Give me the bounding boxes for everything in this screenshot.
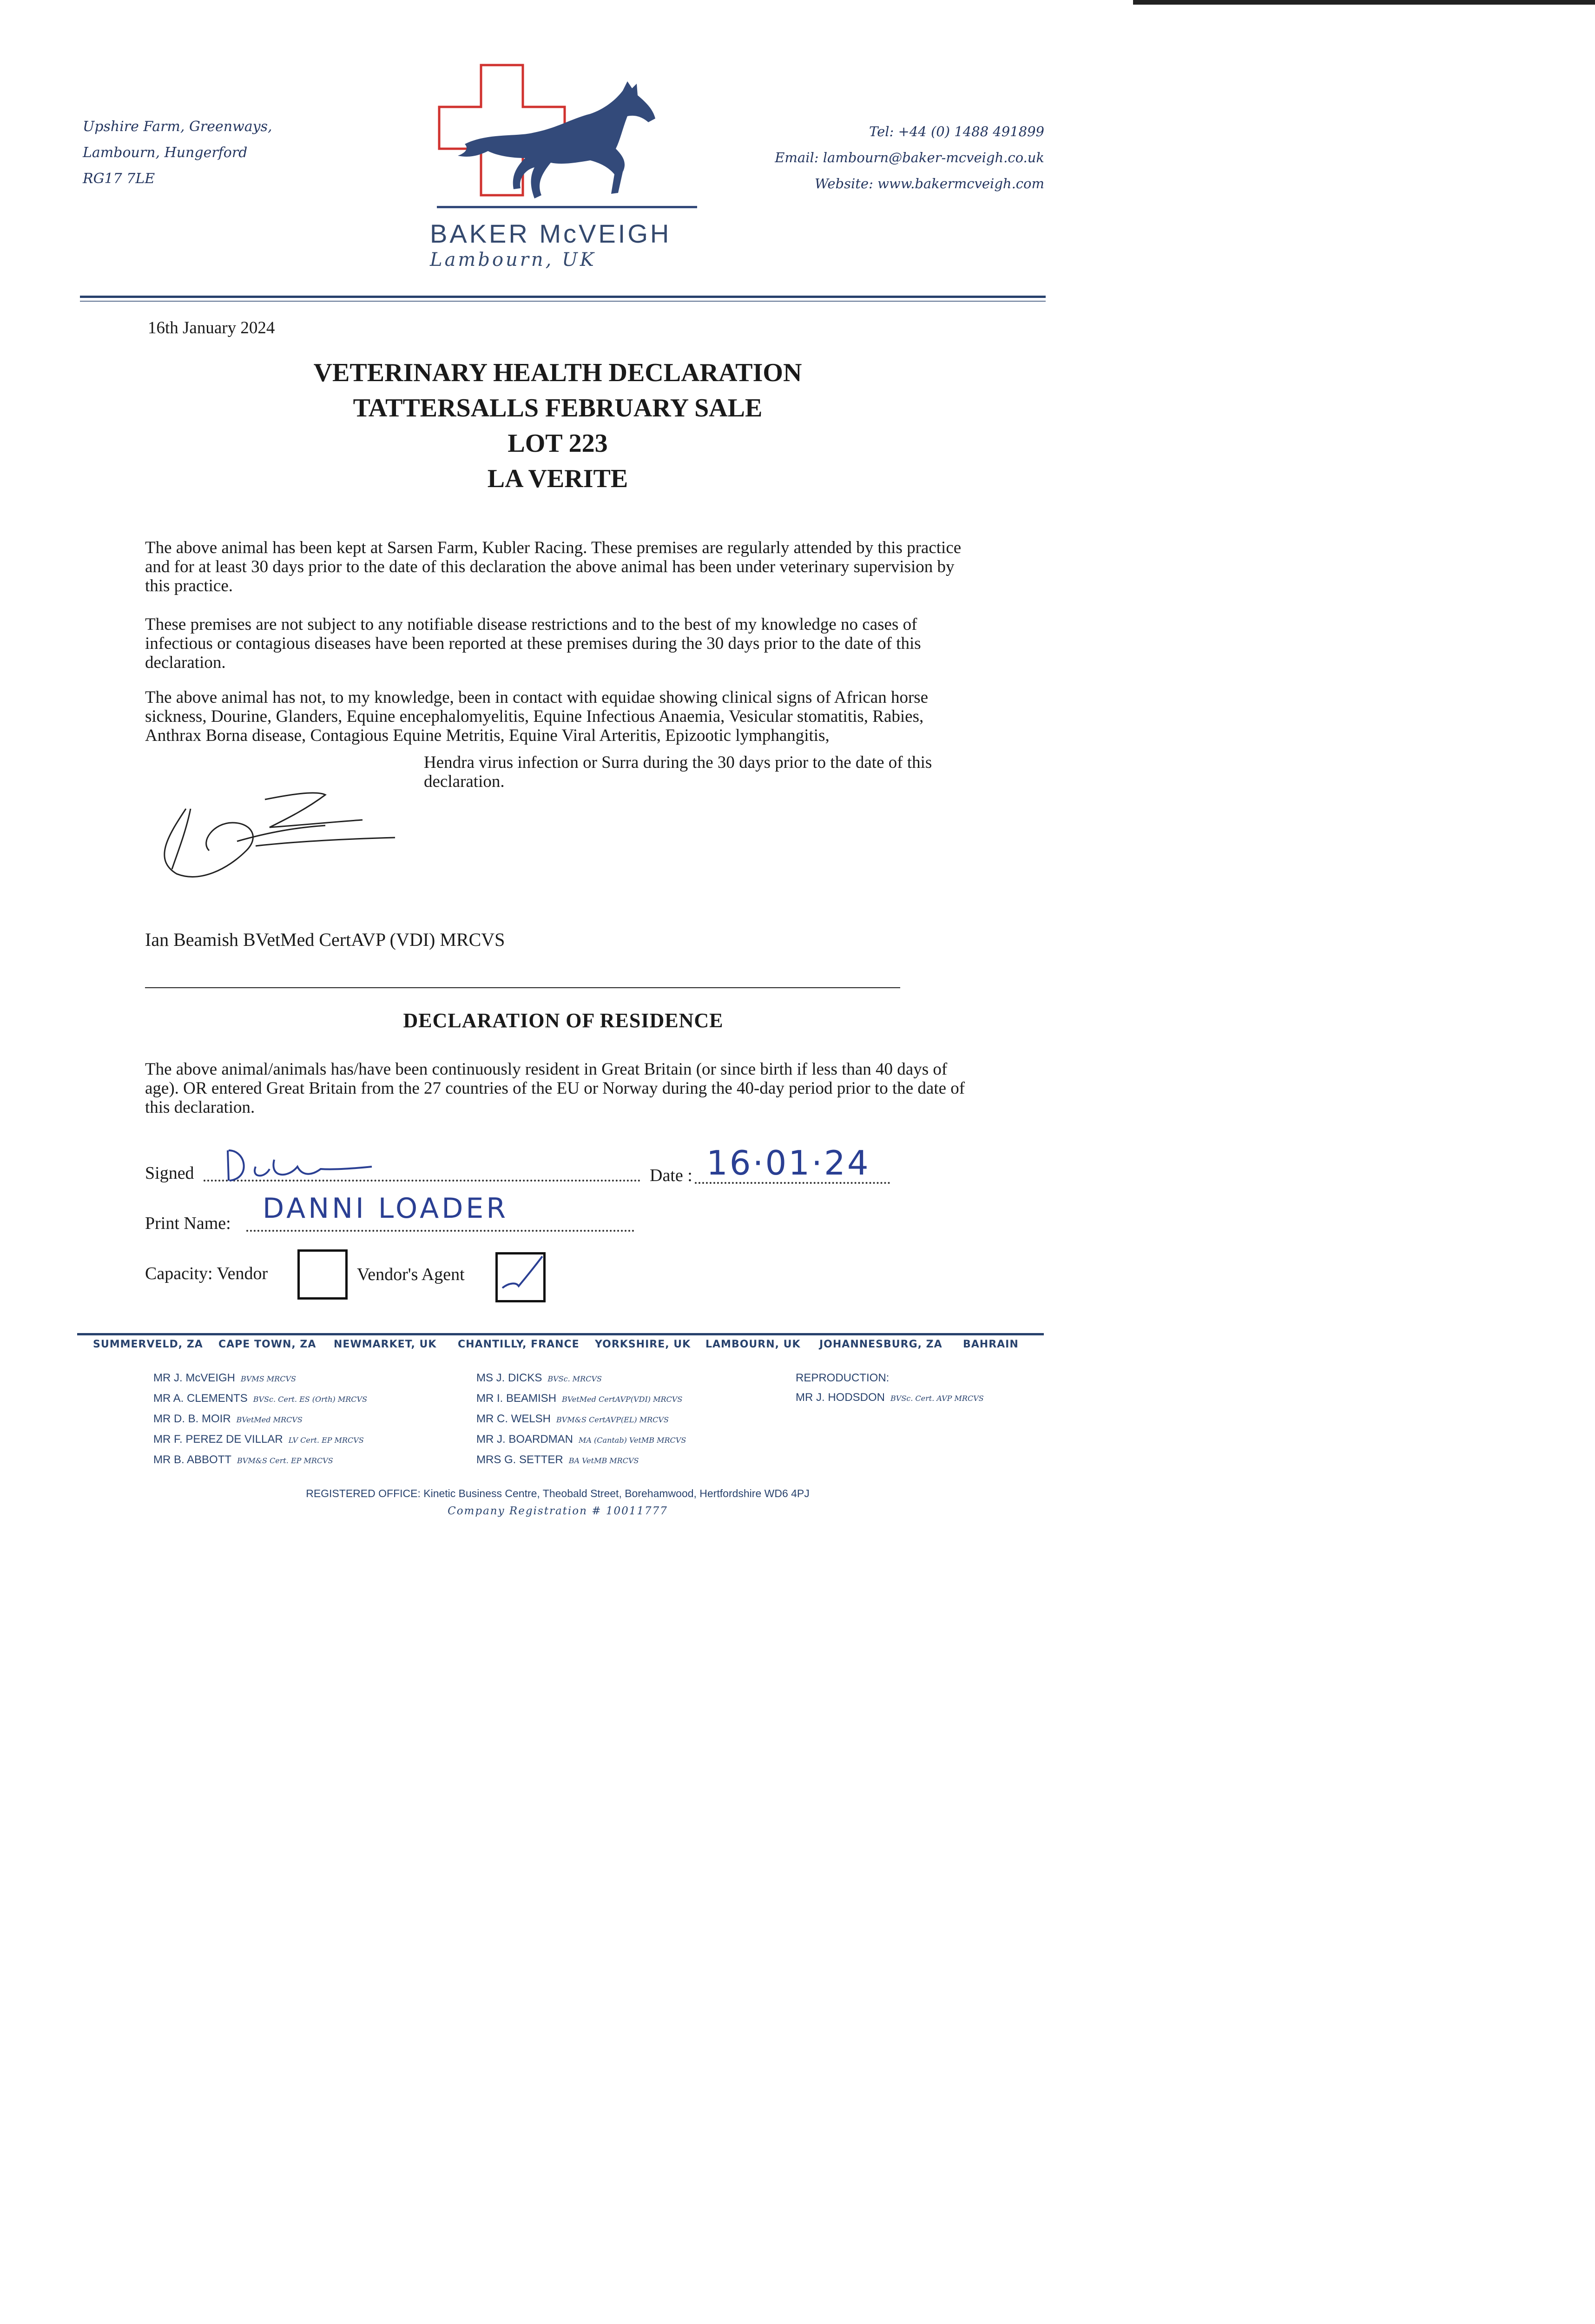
signed-label: Signed bbox=[145, 1163, 194, 1183]
office-location: NEWMARKET, UK bbox=[334, 1339, 437, 1350]
office-location: BAHRAIN bbox=[963, 1339, 1019, 1350]
contact-website: Website: www.bakermcveigh.com bbox=[814, 176, 1044, 191]
print-name-label: Print Name: bbox=[145, 1214, 231, 1233]
residence-title: DECLARATION OF RESIDENCE bbox=[403, 1009, 724, 1032]
vendors-agent-label: Vendor's Agent bbox=[357, 1265, 465, 1284]
contact-block bbox=[775, 119, 1044, 197]
staff-entry: MR J. McVEIGH BVMS MRCVS bbox=[153, 1372, 296, 1384]
date-label: Date : bbox=[650, 1166, 692, 1185]
staff-entry: MR C. WELSH BVM&S CertAVP(EL) MRCVS bbox=[476, 1413, 669, 1425]
vendor-signature bbox=[218, 1141, 376, 1188]
staff-entry: MR J. HODSDON BVSc. Cert. AVP MRCVS bbox=[796, 1391, 984, 1404]
vet-name: Ian Beamish BVetMed CertAVP (VDI) MRCVS bbox=[145, 929, 505, 950]
section-divider bbox=[145, 987, 900, 988]
staff-entry: MR A. CLEMENTS BVSc. Cert. ES (Orth) MRCVS bbox=[153, 1392, 368, 1405]
title-line: TATTERSALLS FEBRUARY SALE bbox=[353, 394, 763, 423]
date-handwritten: 16·01·24 bbox=[706, 1143, 870, 1182]
footer-divider bbox=[77, 1333, 1044, 1335]
office-location: SUMMERVELD, ZA bbox=[93, 1339, 203, 1350]
office-location: LAMBOURN, UK bbox=[705, 1339, 801, 1350]
address-line: Upshire Farm, Greenways, bbox=[83, 119, 272, 135]
staff-entry: MR D. B. MOIR BVetMed MRCVS bbox=[153, 1413, 303, 1425]
brand-location: Lambourn, UK bbox=[430, 249, 596, 271]
vendors-agent-checkbox[interactable] bbox=[495, 1252, 546, 1302]
title-line: LA VERITE bbox=[487, 464, 628, 493]
brand-name: BAKER McVEIGH bbox=[430, 219, 672, 248]
paragraph-contact-cont: Hendra virus infection or Surra during the 30 days prior to the date of this declaration. bbox=[424, 753, 932, 791]
document-title bbox=[232, 355, 883, 496]
office-location: JOHANNESBURG, ZA bbox=[819, 1339, 942, 1350]
office-location: CHANTILLY, FRANCE bbox=[458, 1339, 580, 1350]
header-divider bbox=[80, 296, 1046, 298]
print-name-line bbox=[246, 1226, 634, 1232]
header-divider-thin bbox=[80, 301, 1046, 302]
staff-heading: REPRODUCTION: bbox=[796, 1372, 890, 1384]
address-line: Lambourn, Hungerford bbox=[83, 145, 248, 161]
staff-column-2 bbox=[476, 1368, 686, 1471]
document-date: 16th January 2024 bbox=[148, 318, 275, 337]
staff-column-3 bbox=[796, 1368, 984, 1408]
paragraph-premises: The above animal has been kept at Sarsen Farm, Kubler Racing. These premises are regularly attended by this practice and for at least 30 days prior to the date of this declaration the above animal has been under veterinary supervision by this practice. bbox=[145, 538, 962, 595]
paragraph-contact: The above animal has not, to my knowledge, been in contact with equidae showing clinical signs of African horse sickness, Dourine, Glanders, Equine encephalomyelitis, Equine Infectious Anaemia, Vesicular stomatitis, Rabies, Anthrax Borna disease, Contagious Equine Metritis, Equine Viral Arteritis, Epizootic lymphangitis, bbox=[145, 688, 929, 745]
vet-signature bbox=[149, 781, 409, 888]
print-name-handwritten: DANNI LOADER bbox=[263, 1192, 509, 1225]
staff-entry: MRS G. SETTER BA VetMB MRCVS bbox=[476, 1453, 639, 1466]
scan-edge-line bbox=[1133, 0, 1595, 5]
capacity-vendor-label: Capacity: Vendor bbox=[145, 1264, 268, 1283]
contact-phone: Tel: +44 (0) 1488 491899 bbox=[869, 124, 1044, 139]
staff-column-1 bbox=[153, 1368, 367, 1471]
checkmark-icon bbox=[498, 1254, 543, 1300]
staff-entry: MS J. DICKS BVSc. MRCVS bbox=[476, 1372, 602, 1384]
staff-entry: MR B. ABBOTT BVM&S Cert. EP MRCVS bbox=[153, 1453, 333, 1466]
address-block bbox=[83, 114, 272, 192]
address-line: RG17 7LE bbox=[83, 171, 155, 187]
office-location: YORKSHIRE, UK bbox=[595, 1339, 691, 1350]
title-line: LOT 223 bbox=[508, 429, 608, 458]
staff-entry: MR I. BEAMISH BVetMed CertAVP(VDI) MRCVS bbox=[476, 1392, 683, 1405]
vendor-checkbox[interactable] bbox=[297, 1249, 348, 1300]
registered-office: REGISTERED OFFICE: Kinetic Business Centre, Theobald Street, Borehamwood, Hertfordshire WD6 4PJ bbox=[306, 1487, 810, 1499]
office-location: CAPE TOWN, ZA bbox=[218, 1339, 316, 1350]
title-line: VETERINARY HEALTH DECLARATION bbox=[313, 358, 802, 387]
cross-and-galloping-horse-logo bbox=[437, 63, 697, 221]
contact-email: Email: lambourn@baker-mcveigh.co.uk bbox=[775, 150, 1044, 165]
residence-text: The above animal/animals has/have been continuously resident in Great Britain (or since birth if less than 40 days of age). OR entered Great Britain from the 27 countries of the EU or Norway during the 40-day period prior to the date of this declaration. bbox=[145, 1060, 965, 1117]
paragraph-restrictions: These premises are not subject to any notifiable disease restrictions and to the best of my knowledge no cases of infectious or contagious diseases have been reported at these premises during the 30 days prior to the date of this declaration. bbox=[145, 615, 921, 672]
staff-entry: MR F. PEREZ DE VILLAR LV Cert. EP MRCVS bbox=[153, 1433, 364, 1446]
company-registration: Company Registration # 10011777 bbox=[448, 1505, 668, 1517]
staff-entry: MR J. BOARDMAN MA (Cantab) VetMB MRCVS bbox=[476, 1433, 686, 1446]
